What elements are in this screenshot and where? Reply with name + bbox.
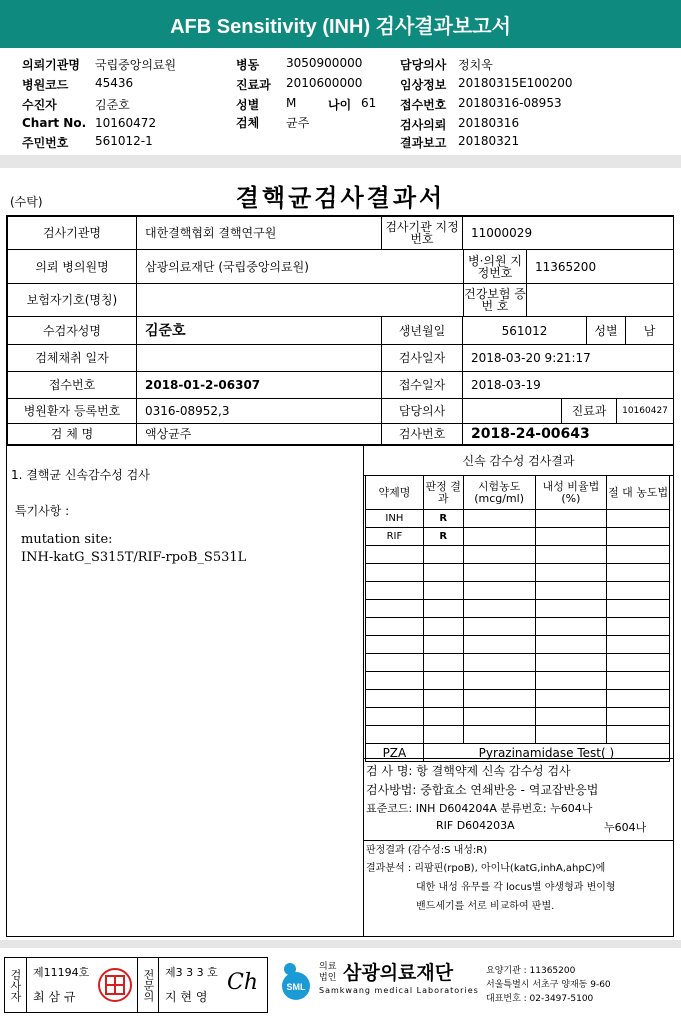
pt-value: 김준호 [136, 316, 382, 345]
pza-value: Pyrazinamidase Test( ) [423, 744, 669, 762]
col-result: 판정 결과 [423, 476, 463, 510]
table-row [366, 600, 670, 618]
label-hospital-code: 병원코드 [22, 78, 69, 92]
label-dept: 진료과 [236, 78, 271, 92]
req-label: 의뢰 병의원명 [7, 249, 137, 284]
label-ssn: 주민번호 [22, 136, 69, 150]
sex-value: 남 [625, 316, 674, 345]
col-drug: 약제명 [366, 476, 424, 510]
table-row [366, 690, 670, 708]
test-item: 1. 결핵균 신속감수성 검사 [11, 468, 150, 482]
doc-label: 담당의사 [381, 398, 463, 424]
method-name: 검 사 명: 항 결핵약제 신속 감수성 검사 [366, 764, 571, 778]
value-age: 61 [361, 96, 377, 110]
ins-no-value [526, 283, 674, 317]
table-row [366, 708, 670, 726]
doc-value [462, 398, 562, 424]
table-row [366, 582, 670, 600]
reg-value: 0316-08952,3 [136, 398, 382, 424]
coll-value [136, 344, 382, 372]
inst-value: 대한결핵협회 결핵연구원 [136, 216, 382, 250]
ins-label: 보험자기호(명칭) [7, 283, 137, 317]
result-cell: R [423, 528, 463, 546]
inst-no-label: 검사기관 지정번호 [381, 216, 463, 250]
label-report: 결과보고 [400, 136, 447, 150]
analysis-1: 결과분석 : 리팜핀(rpoB), 아이나(katG,inhA,ahpC)에 [366, 863, 606, 874]
spec-label: 검 체 명 [7, 423, 137, 445]
value-doctor: 정치욱 [458, 58, 493, 72]
label-specimen: 검체 [236, 116, 260, 130]
value-hospital-code: 45436 [95, 76, 134, 90]
table-row [366, 636, 670, 654]
value-ssn: 561012-1 [95, 134, 153, 148]
rcv-no-label: 접수번호 [7, 371, 137, 399]
col-conc: 시험농도 (mcg/ml) [463, 476, 535, 510]
signature: Ch [227, 970, 259, 995]
value-ward: 3050900000 [286, 56, 363, 70]
value-chart: 10160472 [95, 116, 157, 130]
sutak-label: (수탁) [10, 195, 43, 209]
org-prefix: 의료 법인 [319, 962, 337, 983]
judge-note: 판정결과 (감수성:S 내성:R) [366, 845, 488, 856]
rcv-no-value: 2018-01-2-06307 [136, 371, 382, 399]
sensitivity-table [365, 475, 670, 762]
label-patient: 수진자 [22, 98, 57, 112]
method-code-rif: RIF D604203A [436, 819, 515, 832]
pt-label: 수검자성명 [7, 316, 137, 345]
rcv-date-value: 2018-03-19 [462, 371, 674, 399]
label-ward: 병동 [236, 58, 260, 72]
analysis-3: 밴드세기를 서로 비교하여 판별. [416, 901, 555, 912]
separator [0, 155, 681, 168]
inst-label: 검사기관명 [7, 216, 137, 250]
dept-value: 10160427 [616, 398, 674, 424]
remark-label: 특기사항 : [15, 504, 70, 518]
value-request: 20180316 [458, 116, 520, 130]
dept-label: 진료과 [561, 398, 617, 424]
specialist-no: 제3 3 3 호 [165, 966, 218, 979]
table-row [366, 546, 670, 564]
examiner-no: 제11194호 [33, 966, 90, 979]
specialist-label: 전문의 [137, 958, 159, 1012]
table-row [366, 654, 670, 672]
label-chart: Chart No. [22, 116, 87, 130]
method-proc: 검사방법: 중합효소 연쇄반응 - 역교잡반응법 [366, 783, 599, 797]
value-institution: 국립중앙의료원 [95, 58, 177, 72]
ins-value [136, 283, 464, 317]
dob-label: 생년월일 [381, 316, 463, 345]
value-dept: 2010600000 [286, 76, 363, 90]
sex-label: 성별 [586, 316, 626, 345]
pza-row [366, 744, 670, 762]
org-name-en: Samkwang medical Laboratories [319, 986, 479, 995]
table-row [366, 528, 670, 546]
method-code: 표준코드: INH D604204A 분류번호: 누604나 [366, 802, 593, 815]
label-clinical: 임상정보 [400, 78, 447, 92]
req-no-value: 11365200 [526, 249, 674, 284]
value-report: 20180321 [458, 134, 520, 148]
specialist-name: 지 현 영 [165, 990, 208, 1004]
header-title: AFB Sensitivity (INH) 검사결과보고서 [170, 15, 511, 38]
sml-logo-icon [276, 960, 316, 1002]
label-age: 나이 [328, 98, 352, 112]
value-sex: M [286, 96, 297, 110]
table-row [366, 510, 670, 528]
test-date-label: 검사일자 [381, 344, 463, 372]
mutation-label: mutation site: [21, 532, 113, 547]
req-value: 삼광의료재단 (국립중앙의료원) [136, 249, 464, 284]
report-title: 결핵균검사결과서 [235, 183, 446, 212]
table-row [366, 564, 670, 582]
label-request: 검사의뢰 [400, 118, 447, 132]
sml-logo-text: SML [286, 982, 306, 992]
req-no-label: 병·의원 지정번호 [463, 249, 527, 284]
col-absolute: 절 대 농도법 [607, 476, 670, 510]
value-specimen: 균주 [286, 116, 310, 130]
col-ratio: 내성 비율법(%) [535, 476, 607, 510]
org-tel: 대표번호 : 02-3497-5100 [486, 994, 594, 1004]
org-address: 서울특별시 서초구 양재동 9-60 [486, 980, 611, 990]
ins-no-label: 건강보험 증 번 호 [463, 283, 527, 317]
patient-info [0, 48, 681, 154]
sens-title: 신속 감수성 검사결과 [364, 446, 673, 476]
label-receipt: 접수번호 [400, 98, 447, 112]
signature-block [4, 957, 268, 1013]
separator-bottom [0, 940, 681, 948]
seal-icon [97, 966, 133, 1004]
table-row [366, 672, 670, 690]
left-pane [7, 446, 364, 936]
org-name: 삼광의료재단 [343, 962, 454, 984]
examiner-label: 검사자 [5, 958, 27, 1012]
label-doctor: 담당의사 [400, 58, 447, 72]
mutation-value: INH-katG_S315T/RIF-rpoB_S531L [21, 550, 247, 565]
analysis-2: 대한 내성 유무를 각 locus별 야생형과 변이형 [416, 882, 616, 893]
pza-label: PZA [366, 744, 424, 762]
value-patient: 김준호 [95, 98, 130, 112]
value-clinical: 20180315E100200 [458, 76, 573, 90]
test-date-value: 2018-03-20 9:21:17 [462, 344, 674, 372]
dob-value: 561012 [462, 316, 587, 345]
org-code: 요양기관 : 11365200 [486, 966, 576, 976]
label-institution: 의뢰기관명 [22, 58, 80, 72]
spec-value: 액상균주 [136, 423, 382, 445]
rcv-date-label: 접수일자 [381, 371, 463, 399]
drug-cell: RIF [366, 528, 424, 546]
label-sex: 성별 [236, 98, 260, 112]
examiner-name: 최 삼 규 [33, 990, 76, 1004]
testno-value: 2018-24-00643 [462, 423, 674, 445]
table-row [366, 726, 670, 744]
reg-label: 병원환자 등록번호 [7, 398, 137, 424]
drug-cell: INH [366, 510, 424, 528]
result-cell: R [423, 510, 463, 528]
report-grid [6, 215, 674, 445]
inst-no-value: 11000029 [462, 216, 674, 250]
value-receipt: 20180316-08953 [458, 96, 562, 110]
method-code-rif-class: 누604나 [604, 821, 647, 834]
coll-label: 검체채취 일자 [7, 344, 137, 372]
report-header [0, 0, 681, 48]
testno-label: 검사번호 [381, 423, 463, 445]
table-row [366, 618, 670, 636]
